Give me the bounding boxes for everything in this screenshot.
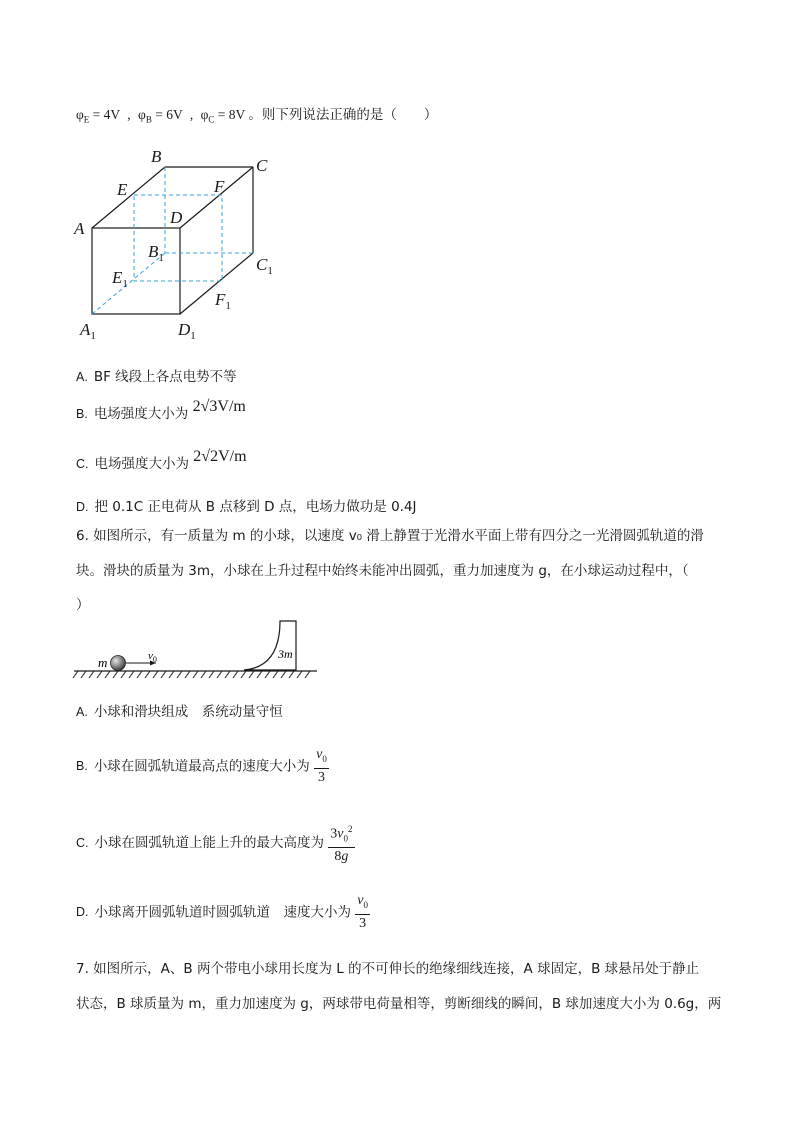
q5-potentials-line: $\varphi_E = 4V$ , $\varphi_B = 6V$ , $\varphi_C = 8V$ 。则下列说法正确的是（ ） [76,107,438,125]
label-A1: $A_1$ [80,320,96,342]
q5-option-c: C. 电场强度大小为 2√2V/m [76,448,247,472]
phi-e: $\varphi_E = 4V$ [76,107,120,125]
label-B: B [151,147,162,166]
q6-line-1: 6. 如图所示，有一质量为 m 的小球，以速度 v₀ 滑上静置于光滑水平面上带有四分之一光滑圆弧轨道的滑 [76,528,704,544]
label-D1: $D_1$ [178,320,196,342]
q6-line-3: ） [76,597,90,613]
phi-b: $\varphi_B = 6V$ [138,107,183,125]
q5-stem-tail: 。则下列说法正确的是（ ） [248,107,438,123]
ball [111,656,126,671]
q6-option-c: C. 小球在圆弧轨道上能上升的最大高度为 $\frac{3v_0^2}{8g}$ [76,820,355,866]
label-F1: $F_1$ [215,290,231,312]
velocity-label: $v_0$ [148,650,157,664]
q6-option-d: D. 小球离开圆弧轨道时圆弧轨道 速度大小为 $\frac{v_0}{3}$ [76,893,369,931]
label-C: C [256,156,268,175]
phi-c: $\varphi_C = 8V$ [200,107,246,125]
label-D: D [170,208,183,227]
label-F: F [214,177,225,196]
q5-option-b: B. 电场强度大小为 2√3V/m [76,398,246,422]
label-A: A [74,219,85,238]
slider-figure [72,615,322,685]
q5-option-d: D. 把 0.1C 正电荷从 B 点移到 D 点，电场力做功是 0.4J [76,499,417,515]
fraction-v0-over-3: $\frac{v_0}{3}$ [316,747,327,785]
q5-option-a: A. BF 线段上各点电势不等 [76,369,237,385]
label-C1: $C_1$ [256,255,273,277]
fraction-3v0sq-over-8g: $\frac{3v_0^2}{8g}$ [328,820,354,866]
cube-figure [70,145,290,350]
fraction-v0-over-3-d: $\frac{v_0}{3}$ [357,893,369,931]
ball-mass-label: m [98,655,108,670]
q7-line-1: 7. 如图所示，A、B 两个带电小球用长度为 L 的不可伸长的绝缘细线连接，A 球固定，B 球悬吊处于静止 [76,961,700,977]
q6-option-a: A. 小球和滑块组成 系统动量守恒 [76,704,283,720]
label-B1: $B_1$ [148,242,164,264]
label-E: E [117,180,128,199]
label-E1: $E_1$ [112,268,128,290]
block-mass-label: 3m [278,647,293,661]
q6-option-b: B. 小球在圆弧轨道最高点的速度大小为 $\frac{v_0}{3}$ [76,747,327,785]
q7-line-2: 状态，B 球质量为 m，重力加速度为 g，两球带电荷量相等，剪断细线的瞬间，B 球加速度大小为 0.6g，两 [76,996,722,1012]
q6-line-2: 块。滑块的质量为 3m，小球在上升过程中始终未能冲出圆弧，重力加速度为 g，在小球运动过程中，（ [76,563,689,579]
